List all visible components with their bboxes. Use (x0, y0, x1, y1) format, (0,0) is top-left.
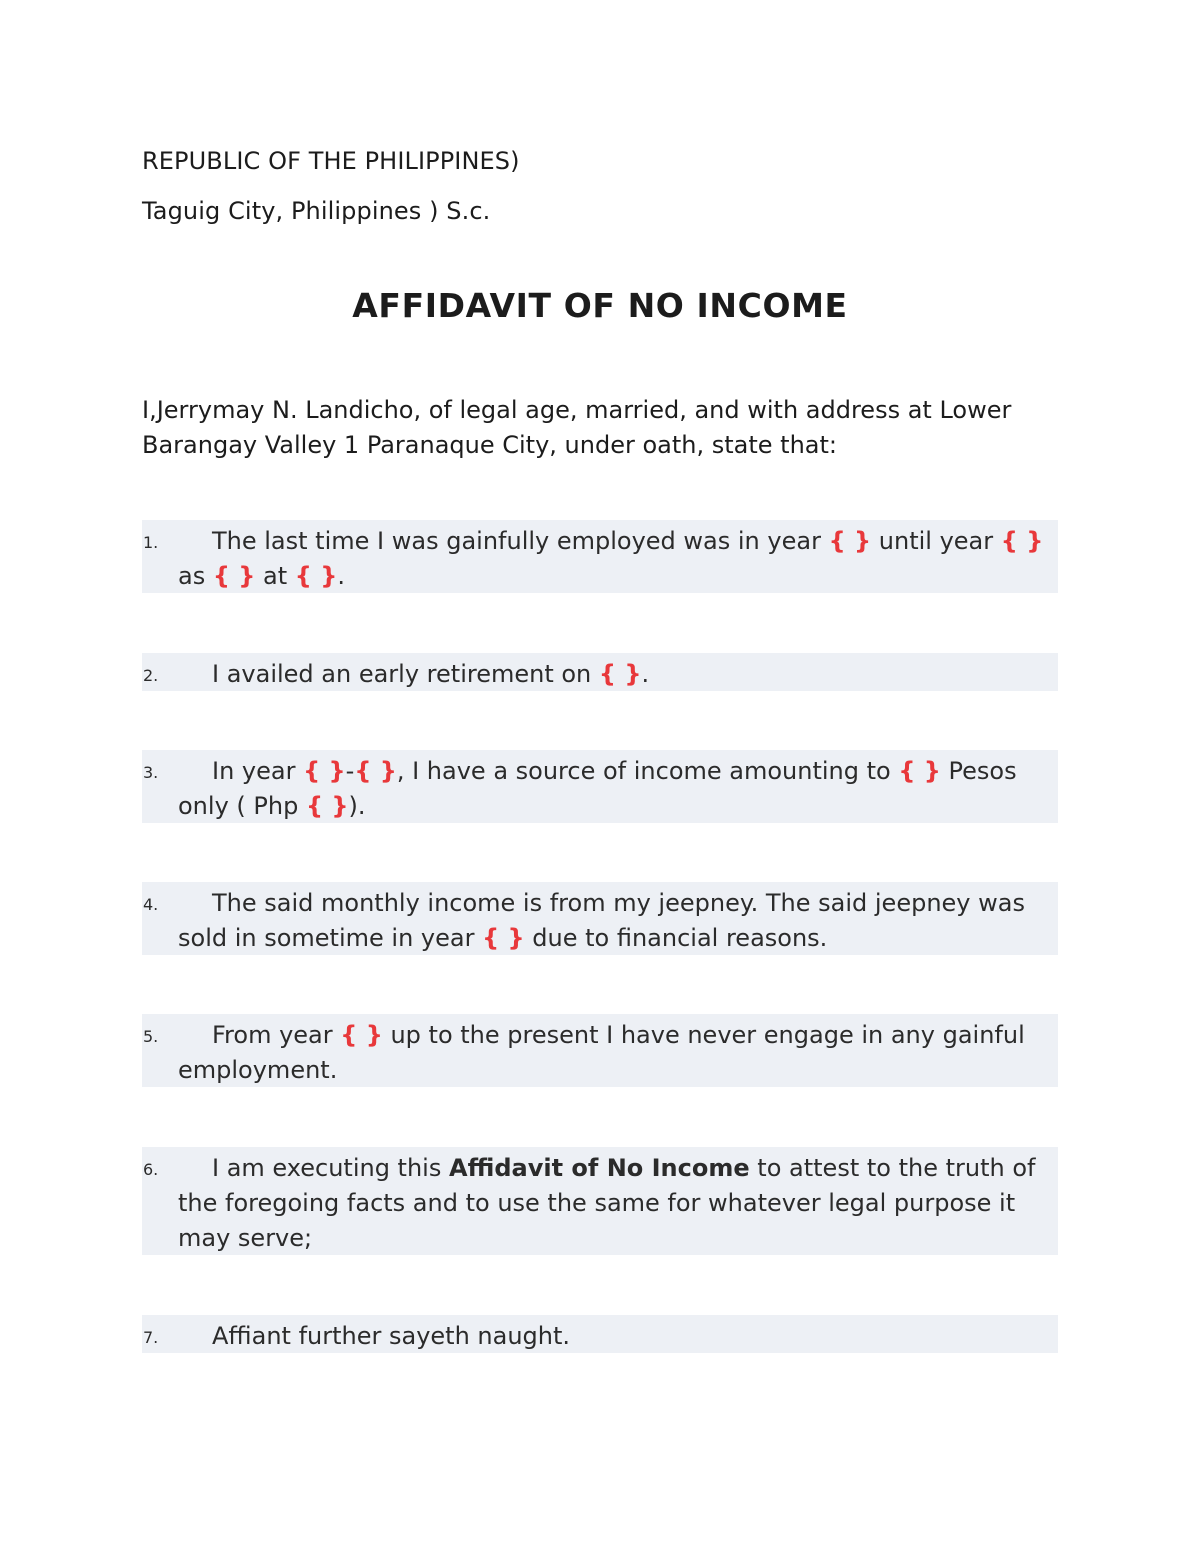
item-text: until year (878, 527, 994, 555)
intro-paragraph: I,Jerrymay N. Landicho, of legal age, married, and with address at Lower Barangay Valley 1 Paranaque City, under oath, state that: (142, 396, 1012, 459)
item-text: Affiant further sayeth naught. (212, 1322, 571, 1350)
item-text: - (345, 757, 355, 785)
placeholder-bracket: { } (598, 660, 642, 688)
item-text: ). (348, 792, 366, 820)
item-text: . (641, 660, 650, 688)
placeholder-bracket: { } (828, 527, 872, 555)
list-item (142, 520, 1058, 593)
list-item (142, 653, 1058, 691)
item-text: due to financial reasons. (532, 924, 828, 952)
item-text: , I have a source of income amounting to (396, 757, 891, 785)
header-venue: Taguig City, Philippines ) S.c. (142, 197, 491, 225)
item-text: The said monthly income is from my jeepney. The said jeepney was sold in sometime in year (178, 889, 1025, 952)
list-item (142, 1147, 1058, 1255)
placeholder-bracket: { } (303, 757, 346, 785)
item-text: up to the present I have never engage in any gainful employment. (178, 1021, 1025, 1084)
placeholder-bracket: { } (305, 792, 349, 820)
item-text: I am executing this (212, 1154, 442, 1182)
item-text: Pesos only ( Php (178, 757, 1017, 820)
list-item (142, 882, 1058, 955)
item-number: 3. (143, 763, 159, 782)
item-number: 6. (143, 1160, 159, 1179)
list-item (142, 1014, 1058, 1087)
placeholder-bracket: { } (340, 1021, 383, 1049)
item-text: The last time I was gainfully employed was in year (212, 527, 821, 555)
item-text: to attest to the truth of the foregoing facts and to use the same for whatever legal purpose it may serve; (178, 1154, 1036, 1252)
item-number: 4. (143, 895, 159, 914)
header-jurisdiction: REPUBLIC OF THE PHILIPPINES) (142, 147, 520, 175)
item-text: I availed an early retirement on (212, 660, 592, 688)
placeholder-bracket: { } (212, 562, 256, 590)
placeholder-bracket: { } (482, 924, 525, 952)
item-bold-text: Affidavit of No Income (449, 1154, 750, 1182)
placeholder-bracket: { } (294, 562, 338, 590)
item-text: as (178, 562, 206, 590)
item-text: at (263, 562, 288, 590)
item-text: . (337, 562, 345, 590)
placeholder-bracket: { } (354, 757, 397, 785)
item-number: 1. (143, 533, 159, 552)
item-number: 7. (143, 1328, 159, 1347)
item-number: 5. (143, 1027, 159, 1046)
list-item (142, 1315, 1058, 1353)
item-text: In year (212, 757, 296, 785)
item-text: From year (212, 1021, 333, 1049)
list-item (142, 750, 1058, 823)
placeholder-bracket: { } (898, 757, 941, 785)
placeholder-bracket: { } (1000, 527, 1044, 555)
item-number: 2. (143, 666, 159, 685)
document-title: AFFIDAVIT OF NO INCOME (352, 286, 848, 325)
